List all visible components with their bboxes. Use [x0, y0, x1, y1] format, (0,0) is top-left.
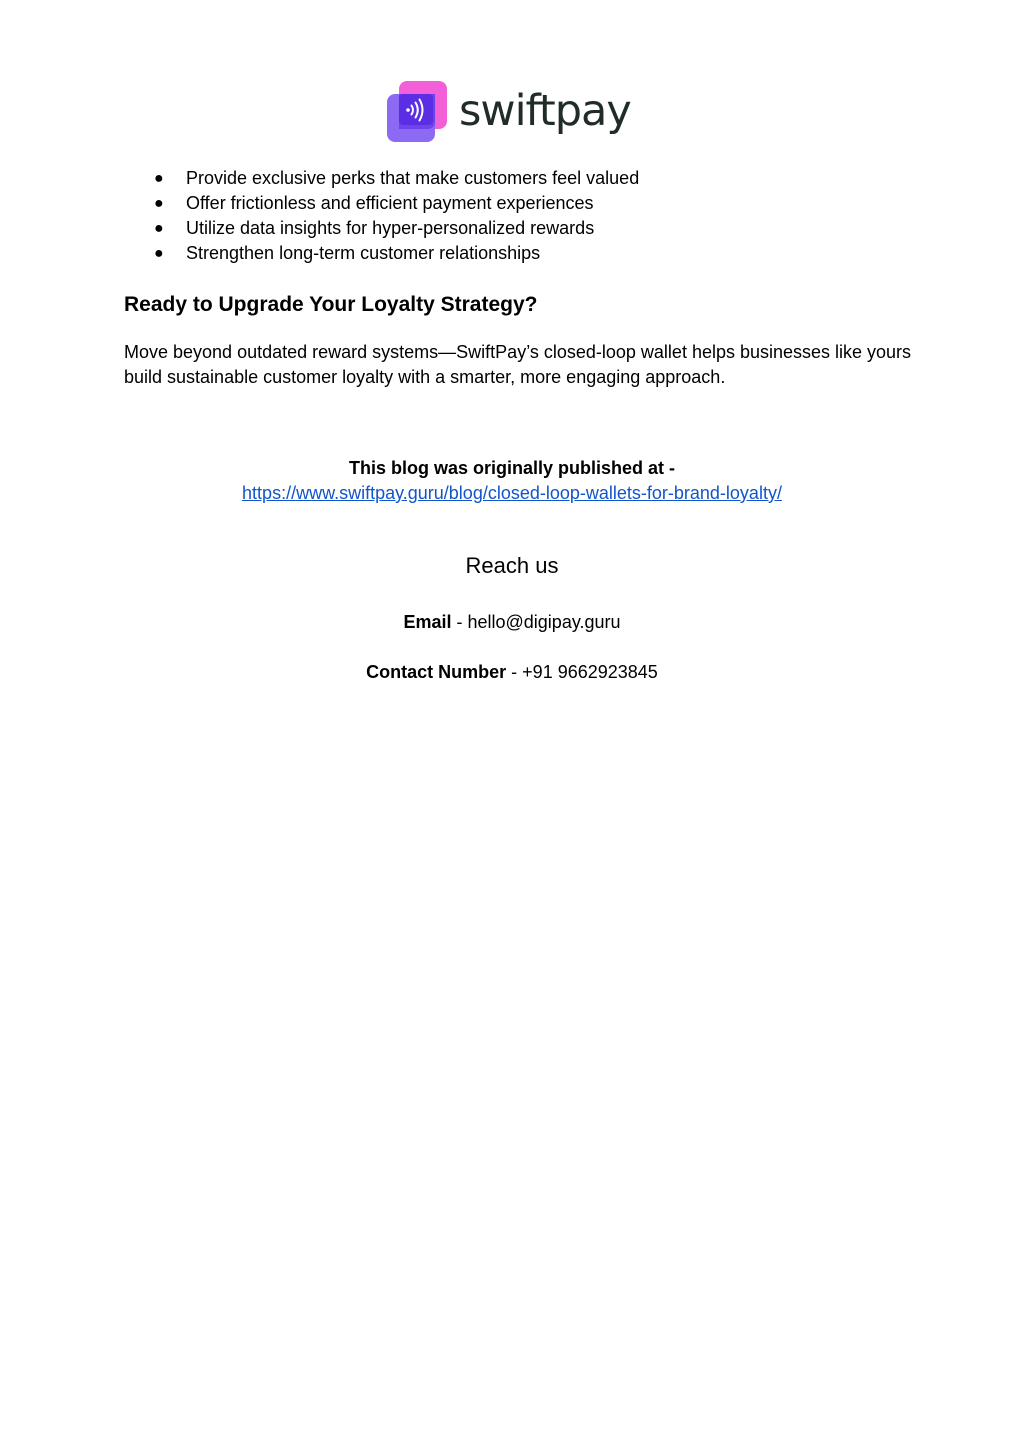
swiftpay-logo — [386, 80, 638, 144]
section-heading: Ready to Upgrade Your Loyalty Strategy? — [124, 293, 538, 316]
contact-value: +91 9662923845 — [522, 662, 658, 682]
published-note — [0, 456, 1024, 506]
list-item — [124, 166, 639, 191]
contact-separator: - — [506, 662, 523, 682]
list-item-text: Provide exclusive perks that make customers feel valued — [186, 168, 640, 188]
benefits-list — [124, 166, 639, 266]
published-label: This blog was originally published at - — [348, 458, 676, 478]
bullet-icon: ● — [154, 220, 164, 237]
list-item-text: Utilize data insights for hyper-personalized rewards — [186, 218, 595, 238]
contact-label: Contact Number — [366, 662, 507, 682]
bullet-icon: ● — [154, 170, 164, 187]
email-line — [0, 610, 1024, 635]
list-item — [124, 191, 639, 216]
logo-wordmark: swiftpay — [459, 86, 631, 136]
email-separator: - — [451, 612, 468, 632]
bullet-icon: ● — [154, 195, 164, 212]
reach-us-heading: Reach us — [465, 553, 559, 578]
email-label: Email — [403, 612, 452, 632]
contactless-wave-icon — [386, 80, 448, 143]
contact-line — [0, 660, 1024, 685]
original-blog-link[interactable]: https://www.swiftpay.guru/blog/closed-loop-wallets-for-brand-loyalty/ — [242, 483, 782, 503]
bullet-icon: ● — [154, 245, 164, 262]
list-item-text: Offer frictionless and efficient payment experiences — [186, 193, 594, 213]
list-item-text: Strengthen long-term customer relationships — [186, 243, 541, 263]
email-value: hello@digipay.guru — [467, 612, 621, 632]
list-item — [124, 216, 639, 241]
list-item — [124, 241, 639, 266]
body-paragraph: Move beyond outdated reward systems—SwiftPay’s closed-loop wallet helps businesses like yours build sustainable customer loyalty with a smarter, more engaging approach. — [124, 342, 912, 387]
